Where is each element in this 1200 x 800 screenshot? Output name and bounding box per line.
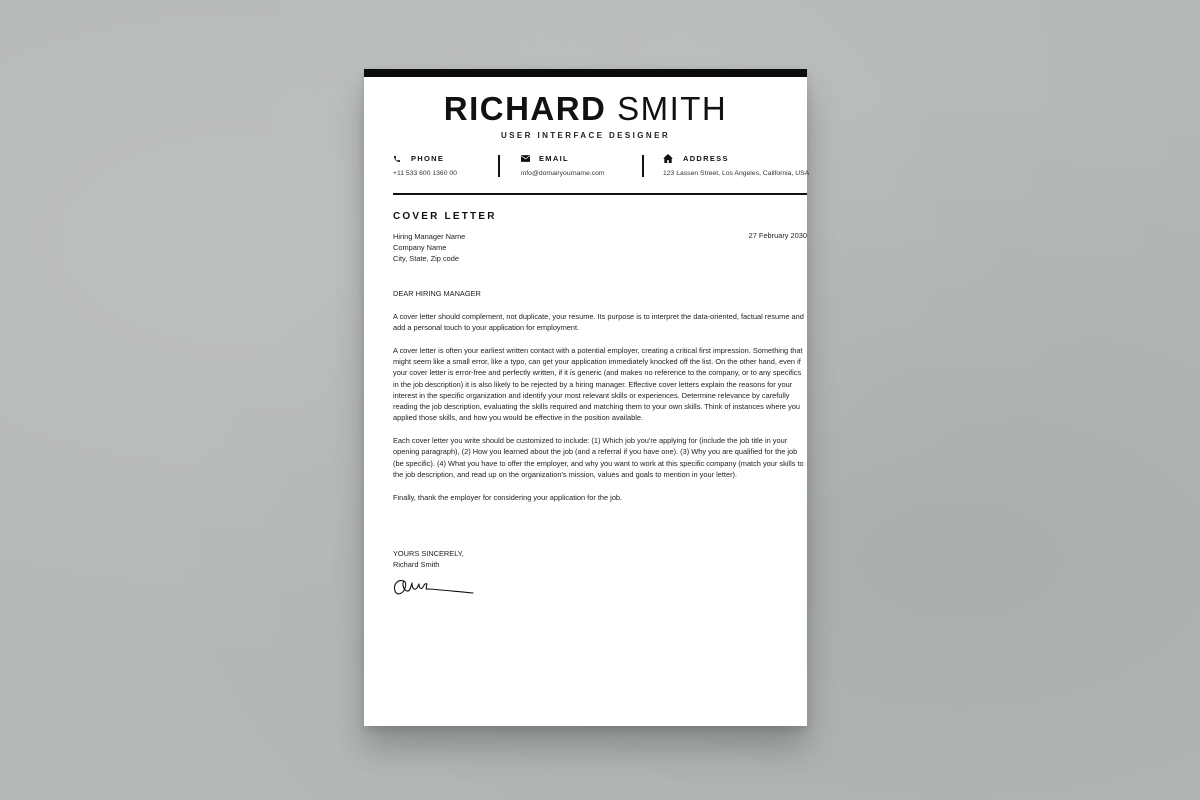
- salutation: DEAR HIRING MANAGER: [393, 289, 481, 298]
- email-label: EMAIL: [539, 154, 569, 163]
- body-paragraph: Finally, thank the employer for considering your application for the job.: [393, 492, 623, 502]
- recipient-block: [393, 231, 465, 265]
- phone-icon: [393, 155, 411, 163]
- phone-label: PHONE: [411, 154, 445, 163]
- job-title: USER INTERFACE DESIGNER: [501, 131, 670, 140]
- recipient-line: City, State, Zip code: [393, 254, 459, 264]
- home-icon: [663, 154, 683, 163]
- contact-divider: [642, 155, 644, 177]
- header-divider: [393, 193, 807, 195]
- address-label: ADDRESS: [683, 154, 729, 163]
- letter-date: 27 February 2030: [748, 231, 807, 240]
- body-paragraph: Each cover letter you write should be customized to include: (1) Which job you're applying for (include the job title in your opening paragraph), (2) How you learned about the job (and a referral if you have one). (3) Why you are qualified for the job (be specific). (4) What you have to offer the employer, and why you want to work at this specific company (match your skills to the job description, and read up on the organization's mission, values and goals to mention in your letter).: [393, 436, 804, 480]
- contact-address: [663, 153, 809, 179]
- last-name: SMITH: [617, 90, 728, 127]
- letter-body: [393, 288, 807, 514]
- contact-phone: [393, 153, 457, 179]
- top-accent-bar: [364, 69, 807, 77]
- body-paragraph: A cover letter is often your earliest written contact with a potential employer, creating a critical first impression. Something that might seem like a small error, like a typo, can get your application immediately knocked off the list. On the other hand, even if your cover letter is error-free and perfectly written, if it is generic (and makes no reference to the company, or to any specifics in the job description) it is also likely to be rejected by a hiring manager. Effective cover letters explain the reasons for your interest in the specific organization and identify your most relevant skills or experiences. Determine relevance by carefully reading the job description, evaluating the skills required and matching them to your own skills. Think of instances where you applied those skills, and how you would be effective in the position available.: [393, 345, 803, 423]
- recipient-line: Hiring Manager Name: [393, 232, 466, 241]
- address-value: 123 Lassen Street, Los Angeles, California, USA: [663, 170, 810, 177]
- phone-value: +11 533 600 1360 00: [393, 170, 457, 177]
- first-name: RICHARD: [443, 90, 607, 127]
- section-title: COVER LETTER: [393, 211, 497, 222]
- email-value: info@domairyourname.com: [521, 170, 605, 177]
- applicant-name: [364, 90, 807, 128]
- recipient-line: Company Name: [393, 243, 447, 253]
- body-paragraph: A cover letter should complement, not duplicate, your resume. Its purpose is to interpret the data-oriented, factual resume and add a personal touch to your application for employment.: [393, 311, 804, 332]
- signer-name: Richard Smith: [393, 560, 440, 570]
- closing-phrase: YOURS SINCERELY,: [393, 549, 464, 558]
- cover-letter-page: [364, 69, 810, 726]
- contact-divider: [498, 155, 500, 177]
- closing-block: [393, 548, 464, 571]
- envelope-icon: [521, 155, 539, 162]
- contact-email: [521, 153, 605, 179]
- handwritten-signature: [391, 574, 477, 605]
